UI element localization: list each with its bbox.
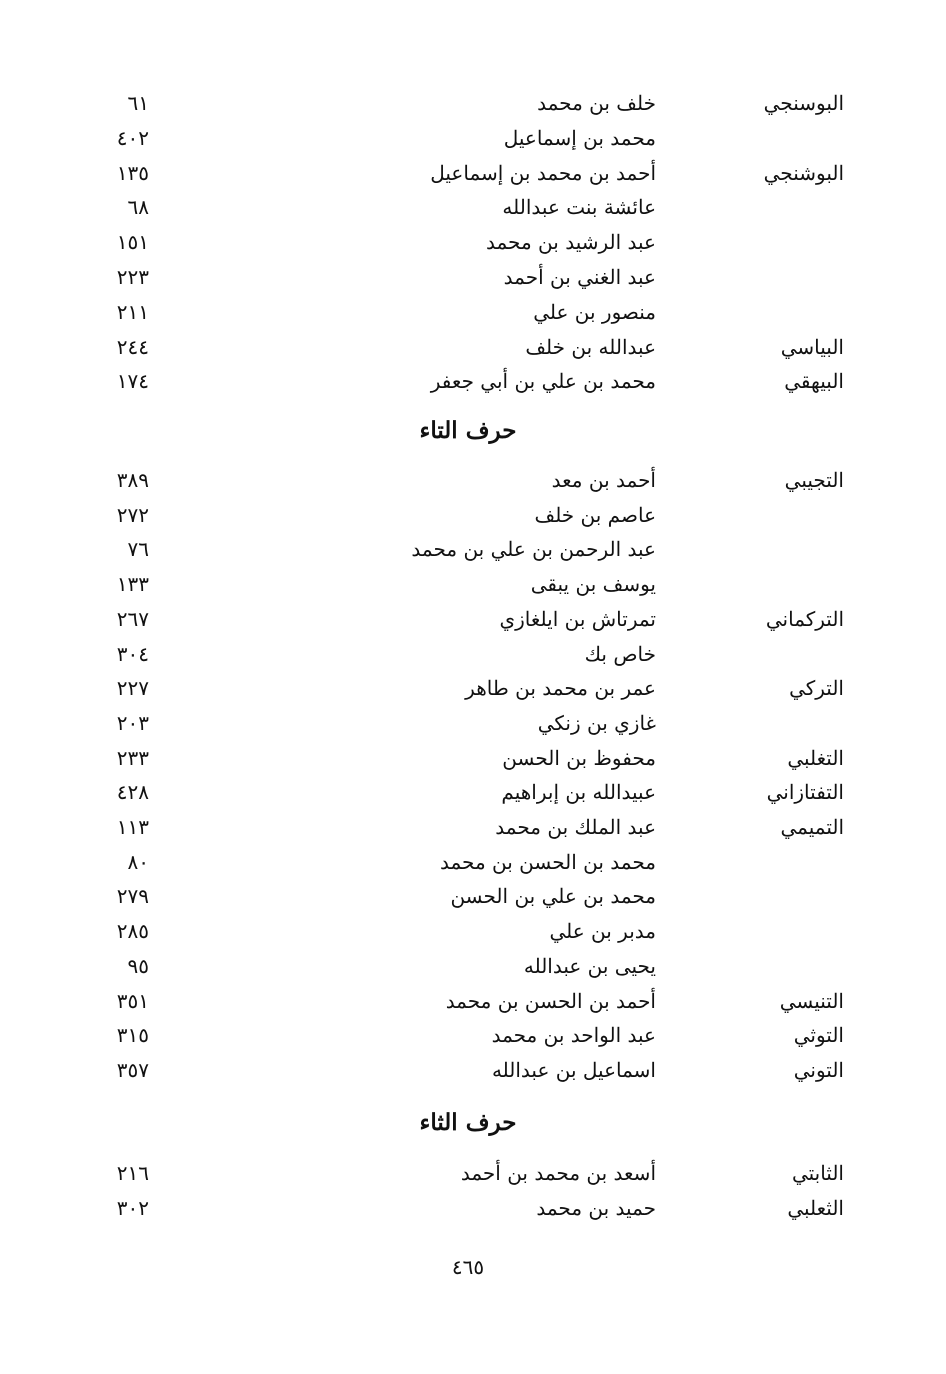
- index-entry: [0, 156, 946, 190]
- entry-page-number: ٢١١: [116, 299, 149, 324]
- entry-name: محفوظ بن الحسن: [502, 745, 656, 770]
- entry-page-number: ٢٠٣: [116, 710, 149, 735]
- entry-page-number: ٤٢٨: [116, 780, 149, 805]
- entry-name: مدبر بن علي: [549, 919, 656, 944]
- entry-nisba: الثعلبي: [787, 1195, 844, 1220]
- index-entry: [0, 1018, 946, 1052]
- entry-nisba: التركي: [789, 676, 844, 701]
- entry-name: يحيى بن عبدالله: [523, 953, 656, 978]
- entry-nisba: التنيسي: [779, 988, 844, 1013]
- entry-page-number: ٨٠: [127, 849, 149, 874]
- index-entry: [0, 671, 946, 705]
- entry-name: أحمد بن الحسن بن محمد: [445, 988, 656, 1013]
- entry-page-number: ٢٢٣: [116, 265, 149, 289]
- index-entry: [0, 845, 946, 879]
- entry-nisba: البيهقي: [784, 369, 844, 394]
- entry-name: عاصم بن خلف: [534, 502, 656, 527]
- entry-name: خاص بك: [584, 641, 656, 666]
- entry-nisba: التفتازاني: [766, 780, 844, 805]
- entry-nisba: البياسي: [780, 334, 844, 359]
- index-entry: [0, 1053, 946, 1087]
- index-entry: [0, 706, 946, 740]
- index-entry: [0, 810, 946, 844]
- entry-nisba: التغلبي: [787, 745, 844, 770]
- entry-page-number: ٢٣٣: [116, 745, 149, 770]
- entry-page-number: ٣١٥: [116, 1023, 149, 1048]
- entry-page-number: ٦١: [127, 91, 149, 115]
- index-entry: [0, 295, 946, 329]
- entry-name: عبد الواحد بن محمد: [491, 1023, 656, 1048]
- index-entry: [0, 532, 946, 566]
- index-entry: [0, 225, 946, 259]
- entry-name: غازي بن زنكي: [537, 710, 656, 735]
- entry-name: عبد الرشيد بن محمد: [486, 230, 656, 255]
- entry-page-number: ٢٦٧: [116, 606, 149, 631]
- entry-page-number: ١٣٣: [116, 572, 149, 597]
- entry-nisba: البوسنجي: [763, 91, 844, 115]
- entry-name: خلف بن محمد: [537, 91, 656, 115]
- index-entry: [0, 86, 946, 120]
- entry-page-number: ٣٥١: [116, 988, 149, 1013]
- entry-name: عمر بن محمد بن طاهر: [465, 676, 656, 701]
- entry-page-number: ١٥١: [116, 230, 149, 255]
- entry-nisba: الثابتي: [791, 1161, 844, 1185]
- index-entry: [0, 984, 946, 1018]
- index-entry: [0, 260, 946, 294]
- entry-nisba: التركماني: [765, 606, 844, 631]
- entry-name: عبدالله بن خلف: [525, 334, 656, 359]
- index-entry: [0, 602, 946, 636]
- index-entry: [0, 567, 946, 601]
- entry-page-number: ٢٨٥: [116, 919, 149, 944]
- entry-page-number: ١٣٥: [116, 160, 149, 185]
- index-entry: [0, 949, 946, 983]
- entry-page-number: ٢٧٩: [116, 884, 149, 909]
- entry-nisba: التميمي: [780, 815, 844, 839]
- entry-nisba: التوثي: [793, 1023, 844, 1048]
- entry-name: حميد بن محمد: [536, 1195, 656, 1220]
- index-entry: [0, 190, 946, 224]
- entry-page-number: ٢٢٧: [116, 676, 149, 701]
- entry-name: أحمد بن محمد بن إسماعيل: [430, 160, 656, 185]
- entry-name: عائشة بنت عبدالله: [502, 195, 656, 220]
- index-entry: [0, 741, 946, 775]
- entry-nisba: التجيبي: [784, 468, 844, 492]
- entry-name: عبيدالله بن إبراهيم: [501, 780, 656, 805]
- index-entry: [0, 330, 946, 364]
- entry-page-number: ٩٥: [127, 953, 149, 978]
- index-entry: [0, 637, 946, 671]
- entry-page-number: ٣٠٤: [116, 641, 149, 666]
- entry-name: عبد الغني بن أحمد: [503, 265, 656, 289]
- entry-page-number: ٧٦: [127, 537, 149, 562]
- entry-name: محمد بن علي بن أبي جعفر: [430, 369, 656, 394]
- entry-name: أسعد بن محمد بن أحمد: [460, 1161, 656, 1185]
- entry-nisba: التوني: [793, 1057, 844, 1082]
- entry-name: عبد الرحمن بن علي بن محمد: [411, 537, 656, 562]
- index-entry: [0, 364, 946, 398]
- entry-page-number: ٢١٦: [116, 1161, 149, 1185]
- entry-name: محمد بن علي بن الحسن: [450, 884, 656, 909]
- entry-page-number: ٣٥٧: [116, 1057, 149, 1082]
- entry-page-number: ٣٨٩: [116, 468, 149, 492]
- index-entry: [0, 914, 946, 948]
- entry-page-number: ١٧٤: [116, 369, 149, 394]
- entry-page-number: ٢٧٢: [116, 502, 149, 527]
- entry-nisba: البوشنجي: [763, 160, 844, 185]
- heading-tha: حرف الثاء: [419, 1109, 517, 1136]
- index-entry: [0, 1156, 946, 1190]
- entry-name: اسماعيل بن عبدالله: [491, 1057, 656, 1082]
- heading-ta: حرف التاء: [419, 417, 517, 444]
- index-entry: [0, 879, 946, 913]
- entry-name: منصور بن علي: [533, 299, 656, 324]
- index-entry: [0, 775, 946, 809]
- entry-name: أحمد بن معد: [551, 468, 656, 492]
- entry-name: تمرتاش بن ايلغازي: [499, 606, 656, 631]
- entry-page-number: ٦٨: [127, 195, 149, 220]
- entry-page-number: ٤٠٢: [116, 125, 149, 150]
- entry-name: عبد الملك بن محمد: [495, 815, 656, 839]
- index-entry: [0, 498, 946, 532]
- entry-page-number: ٣٠٢: [116, 1195, 149, 1220]
- entry-page-number: ٢٤٤: [116, 334, 149, 359]
- entry-name: يوسف بن يبقى: [530, 572, 656, 597]
- index-entry: [0, 463, 946, 497]
- page-number: ٤٦٥: [451, 1255, 485, 1279]
- entry-name: محمد بن إسماعيل: [503, 125, 656, 150]
- index-entry: [0, 1191, 946, 1225]
- entry-name: محمد بن الحسن بن محمد: [439, 849, 656, 874]
- entry-page-number: ١١٣: [116, 815, 149, 839]
- index-entry: [0, 121, 946, 155]
